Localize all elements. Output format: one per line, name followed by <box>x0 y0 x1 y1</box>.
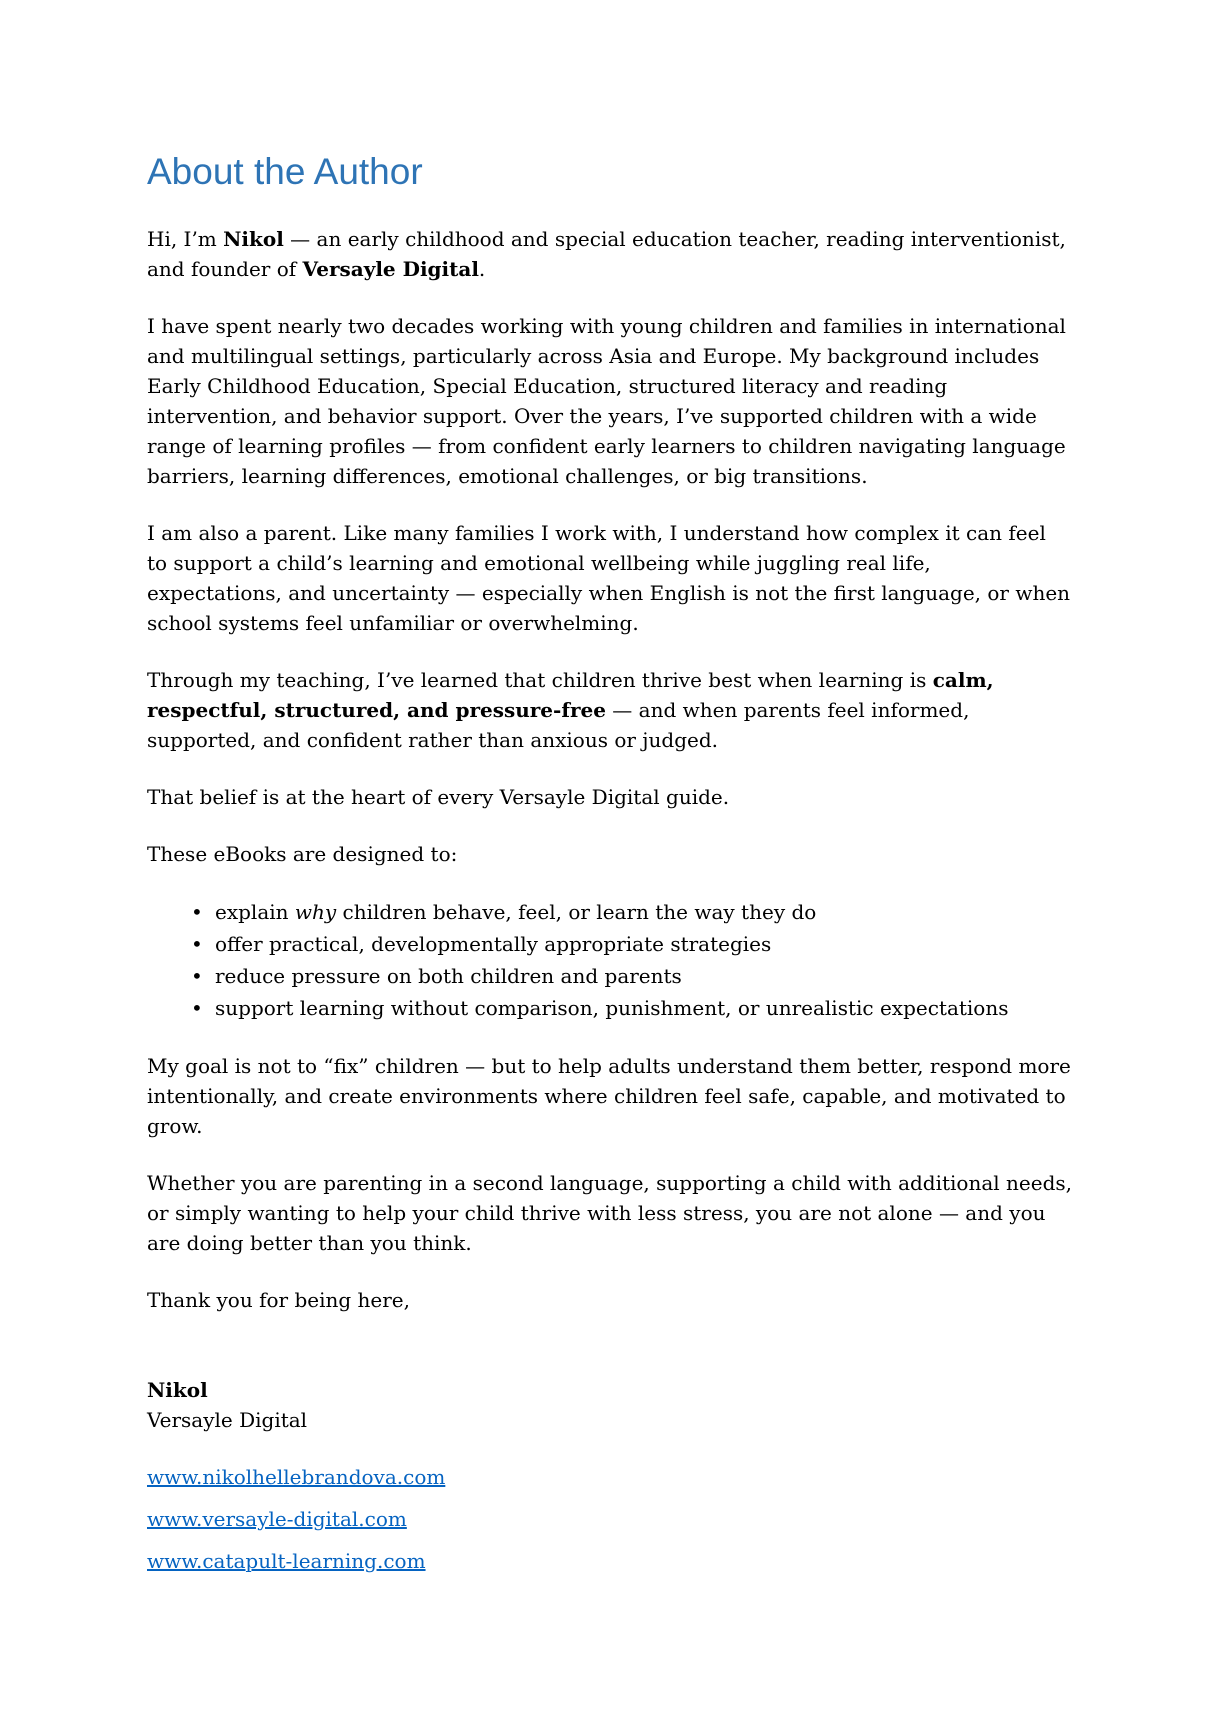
link-paragraph <box>147 1462 1072 1492</box>
paragraph <box>147 1285 1072 1315</box>
text-segment: — and when parents feel informed, supported, and confident rather than anxious or judged. <box>147 698 970 752</box>
paragraph <box>147 839 1072 869</box>
text-segment: That belief is at the heart of every Versayle Digital guide. <box>147 785 730 809</box>
list-item <box>147 960 1072 992</box>
signature-block <box>147 1375 1072 1435</box>
text-segment: Whether you are parenting in a second language, supporting a child with additional needs, or simply wanting to help your child thrive with less stress, you are not alone — and you are doing better than you think. <box>147 1171 1073 1255</box>
paragraph <box>147 665 1072 755</box>
bullet-list <box>147 896 1072 1024</box>
text-segment: offer practical, developmentally appropriate strategies <box>215 932 772 956</box>
document-content <box>147 224 1072 1576</box>
text-segment: My goal is not to “fix” children — but to help adults understand them better, respond more intentionally, and create environments where children feel safe, capable, and motivated to grow. <box>147 1054 1071 1138</box>
italic-text: why <box>294 900 337 924</box>
text-segment: children behave, feel, or learn the way they do <box>336 900 817 924</box>
list-item <box>147 896 1072 928</box>
signature-name: Nikol <box>147 1378 208 1402</box>
paragraph <box>147 1168 1072 1258</box>
text-segment: reduce pressure on both children and parents <box>215 964 682 988</box>
text-segment: Hi, I’m <box>147 227 224 251</box>
text-segment: These eBooks are designed to: <box>147 842 458 866</box>
link-paragraph <box>147 1546 1072 1576</box>
text-segment: I have spent nearly two decades working with young children and families in international and multilingual settings, particularly across Asia and Europe. My background includes Early Childhood Education, Special Education, structured literacy and reading intervention, and behavior support. Over the years, I’ve supported children with a wide range of learning profiles — from confident early learners to children navigating language barriers, learning differences, emotional challenges, or big transitions. <box>147 314 1066 488</box>
list-item <box>147 928 1072 960</box>
paragraph <box>147 311 1072 491</box>
website-link[interactable]: www.nikolhellebrandova.com <box>147 1465 446 1489</box>
page-title: About the Author <box>147 151 423 192</box>
paragraph <box>147 782 1072 812</box>
list-item <box>147 992 1072 1024</box>
text-segment: . <box>478 257 486 281</box>
text-segment: Thank you for being here, <box>147 1288 410 1312</box>
paragraph <box>147 224 1072 284</box>
text-segment: support learning without comparison, punishment, or unrealistic expectations <box>215 996 1009 1020</box>
paragraph <box>147 1051 1072 1141</box>
link-paragraph <box>147 1504 1072 1534</box>
bold-text: calm, respectful, structured, and pressure-free <box>147 668 994 722</box>
paragraph <box>147 518 1072 638</box>
bold-text: Nikol <box>223 227 284 251</box>
website-link[interactable]: www.versayle-digital.com <box>147 1507 407 1531</box>
website-link[interactable]: www.catapult-learning.com <box>147 1549 426 1573</box>
text-segment: Through my teaching, I’ve learned that children thrive best when learning is <box>147 668 933 692</box>
text-segment: — an early childhood and special education teacher, reading interventionist, and founder of <box>147 227 1066 281</box>
bold-text: Versayle Digital <box>302 257 479 281</box>
text-segment: explain <box>215 900 295 924</box>
signature-org: Versayle Digital <box>147 1408 308 1432</box>
text-segment: I am also a parent. Like many families I work with, I understand how complex it can feel to support a child’s learning and emotional wellbeing while juggling real life, expectations, and uncertainty — especially when English is not the first language, or when school systems feel unfamiliar or overwhelming. <box>147 521 1071 635</box>
